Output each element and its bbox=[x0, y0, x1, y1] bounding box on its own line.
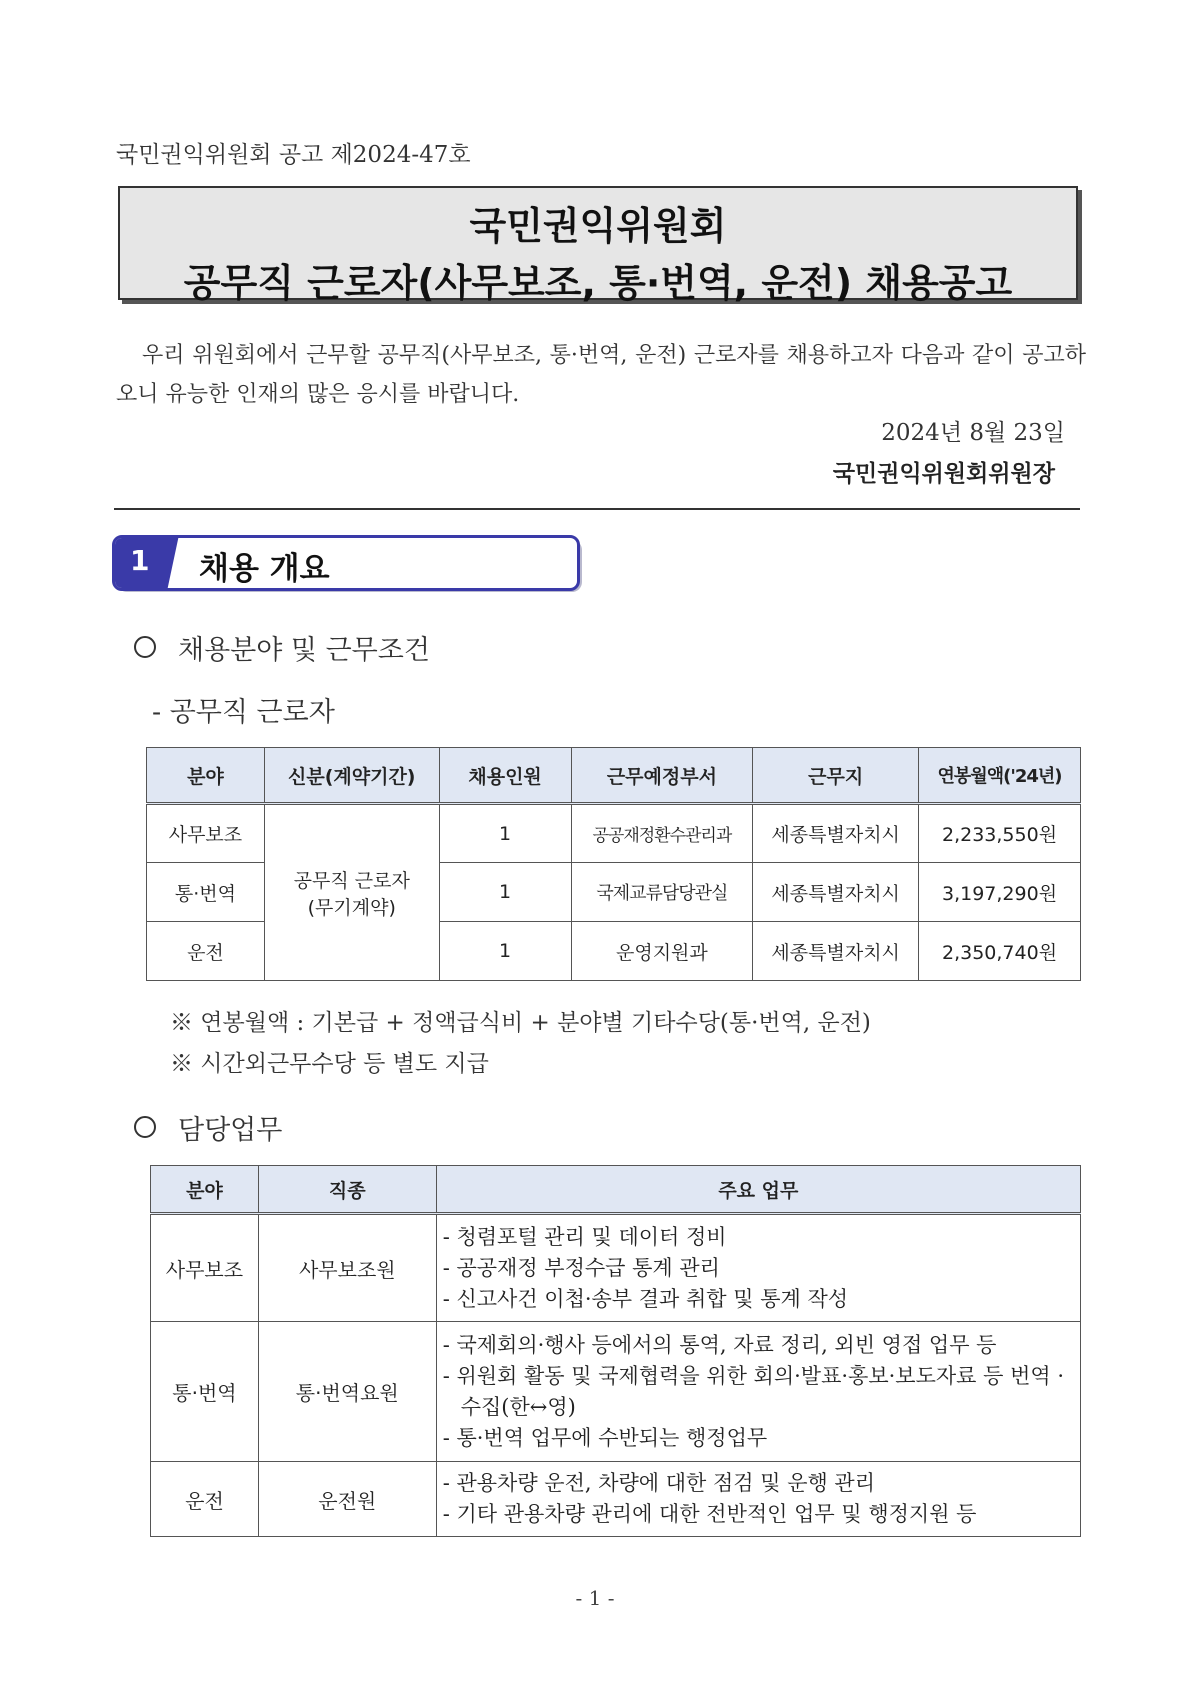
table-header-row bbox=[151, 1166, 1081, 1214]
duty-item: - 청렴포털 관리 및 데이터 정비 bbox=[442, 1224, 727, 1249]
duty-item: - 신고사건 이첩·송부 결과 취합 및 통계 작성 bbox=[442, 1286, 849, 1311]
title-box bbox=[118, 186, 1078, 305]
page-number: - 1 - bbox=[575, 1586, 615, 1610]
section-header bbox=[112, 535, 582, 593]
cell-duties bbox=[436, 1322, 1080, 1462]
cell-salary: 2,233,550원 bbox=[919, 804, 1081, 863]
cell-field: 통·번역 bbox=[147, 863, 265, 922]
cell-field: 사무보조 bbox=[147, 804, 265, 863]
column-header: 근무예정부서 bbox=[571, 748, 753, 804]
cell-field: 통·번역 bbox=[151, 1322, 259, 1462]
cell-dept: 운영지원과 bbox=[571, 922, 753, 981]
cell-dept: 공공재정환수관리과 bbox=[571, 804, 753, 863]
table-row bbox=[151, 1322, 1081, 1462]
column-header: 주요 업무 bbox=[436, 1166, 1080, 1214]
cell-duties bbox=[436, 1462, 1080, 1537]
duty-item: - 통·번역 업무에 수반되는 행정업무 bbox=[442, 1425, 768, 1450]
page-subtitle: 공무직 근로자(사무보조, 통·번역, 운전) 채용공고 bbox=[183, 261, 1013, 305]
circle-bullet-icon bbox=[134, 636, 156, 658]
section-number: 1 bbox=[130, 544, 150, 577]
duty-item: - 기타 관용차량 관리에 대한 전반적인 업무 및 행정지원 등 bbox=[442, 1502, 977, 1526]
cell-status: 공무직 근로자 (무기계약) bbox=[264, 804, 439, 981]
cell-count: 1 bbox=[439, 922, 571, 981]
cell-job: 운전원 bbox=[258, 1462, 436, 1537]
cell-location: 세종특별자치시 bbox=[753, 804, 919, 863]
intro-text: 우리 위원회에서 근무할 공무직(사무보조, 통·번역, 운전) 근로자를 채용하고자 다음과 같이 공고하오니 유능한 인재의 많은 응시를 바랍니다. bbox=[116, 343, 1086, 407]
sub-bullet-workers: - 공무직 근로자 bbox=[152, 697, 335, 728]
cell-field: 운전 bbox=[151, 1462, 259, 1537]
intro-paragraph bbox=[116, 336, 1086, 414]
cell-salary: 3,197,290원 bbox=[919, 863, 1081, 922]
table-row bbox=[151, 1214, 1081, 1322]
cell-location: 세종특별자치시 bbox=[753, 863, 919, 922]
recruitment-table bbox=[146, 747, 1081, 981]
bullet-recruitment-conditions: 채용분야 및 근무조건 bbox=[134, 628, 430, 667]
cell-salary: 2,350,740원 bbox=[919, 922, 1081, 981]
duties-table bbox=[150, 1165, 1081, 1537]
notice-date: 2024년 8월 23일 bbox=[881, 420, 1065, 446]
table-row bbox=[151, 1462, 1081, 1537]
page-title: 국민권익위원회 bbox=[469, 204, 727, 248]
cell-duties bbox=[436, 1214, 1080, 1322]
bullet-duties: 담당업무 bbox=[134, 1108, 282, 1147]
note-salary: ※ 연봉월액 : 기본급 + 정액급식비 + 분야별 기타수당(통·번역, 운전) bbox=[170, 1010, 871, 1036]
column-header: 직종 bbox=[258, 1166, 436, 1214]
cell-location: 세종특별자치시 bbox=[753, 922, 919, 981]
table-header-row bbox=[147, 748, 1081, 804]
section-title: 채용 개요 bbox=[199, 551, 330, 587]
cell-job: 통·번역요원 bbox=[258, 1322, 436, 1462]
duty-item: - 공공재정 부정수급 통계 관리 bbox=[442, 1255, 720, 1280]
column-header: 분야 bbox=[147, 748, 265, 804]
circle-bullet-icon bbox=[134, 1116, 156, 1138]
column-header: 연봉월액('24년) bbox=[919, 748, 1081, 804]
column-header: 분야 bbox=[151, 1166, 259, 1214]
cell-count: 1 bbox=[439, 863, 571, 922]
duty-item: - 관용차량 운전, 차량에 대한 점검 및 운행 관리 bbox=[442, 1471, 876, 1495]
column-header: 채용인원 bbox=[439, 748, 571, 804]
cell-job: 사무보조원 bbox=[258, 1214, 436, 1322]
column-header: 근무지 bbox=[753, 748, 919, 804]
notice-number: 국민권익위원회 공고 제2024-47호 bbox=[116, 142, 471, 168]
cell-dept: 국제교류담당관실 bbox=[571, 863, 753, 922]
cell-field: 사무보조 bbox=[151, 1214, 259, 1322]
divider bbox=[114, 508, 1080, 510]
column-header: 신분(계약기간) bbox=[264, 748, 439, 804]
duty-item: - 국제회의·행사 등에서의 통역, 자료 정리, 외빈 영접 업무 등 bbox=[442, 1332, 997, 1357]
notice-signer: 국민권익위원회위원장 bbox=[832, 460, 1055, 487]
cell-count: 1 bbox=[439, 804, 571, 863]
cell-field: 운전 bbox=[147, 922, 265, 981]
table-row bbox=[147, 804, 1081, 863]
duty-item: - 위원회 활동 및 국제협력을 위한 회의·발표·홍보·보도자료 등 번역 ·수집(한↔영) bbox=[442, 1363, 1064, 1419]
note-overtime: ※ 시간외근무수당 등 별도 지급 bbox=[170, 1051, 489, 1077]
